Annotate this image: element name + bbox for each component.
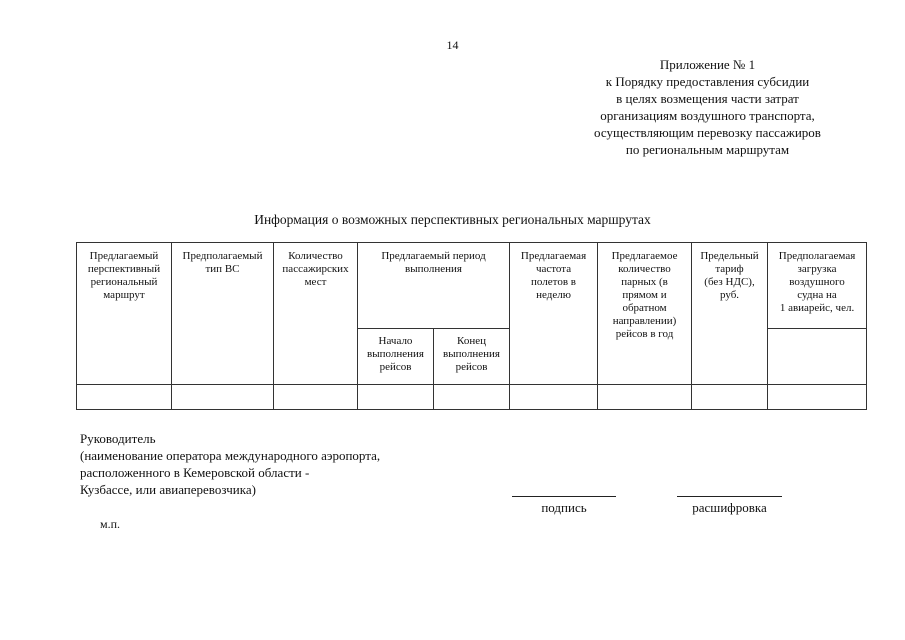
appendix-header (545, 56, 870, 158)
page-number: 14 (446, 38, 459, 52)
table-row (77, 385, 867, 410)
appendix-line: по региональным маршрутам (625, 142, 790, 157)
header-frequency: Предлагаемая частота полетов в неделю (510, 243, 598, 385)
subheader-load-blank (768, 329, 867, 385)
header-period: Предлагаемый период выполнения (358, 243, 510, 329)
table-cell[interactable] (358, 385, 434, 410)
signer-block (80, 430, 380, 498)
decoding-line[interactable] (677, 496, 782, 497)
table-cell[interactable] (274, 385, 358, 410)
signer-line: (наименование оператора международного аэропорта, (80, 448, 381, 463)
signer-line: Руководитель (80, 431, 156, 446)
header-flight-count: Предлагаемое количество парных (в прямом и обратном направлении) рейсов в год (598, 243, 692, 385)
table-cell[interactable] (768, 385, 867, 410)
signature-label: подпись (541, 500, 587, 515)
appendix-line: осуществляющим перевозку пассажиров (594, 125, 821, 140)
appendix-line: в целях возмещения части затрат (616, 91, 799, 106)
signer-line: Кузбассе, или авиаперевозчика) (80, 482, 256, 497)
signer-line: расположенного в Кемеровской области - (80, 465, 310, 480)
header-seats: Количество пассажирских мест (274, 243, 358, 385)
table-cell[interactable] (510, 385, 598, 410)
header-load: Предполагаемая загрузка воздушного судна на 1 авиарейс, чел. (768, 243, 867, 329)
subheader-start: Начало выполнения рейсов (358, 329, 434, 385)
stamp-label: м.п. (100, 517, 121, 531)
header-tariff: Предельный тариф (без НДС), руб. (692, 243, 768, 385)
header-aircraft-type: Предполагаемый тип ВС (172, 243, 274, 385)
appendix-line: организациям воздушного транспорта, (600, 108, 815, 123)
signature-line[interactable] (512, 496, 616, 497)
appendix-line: к Порядку предоставления субсидии (605, 74, 810, 89)
table-cell[interactable] (172, 385, 274, 410)
header-route: Предлагаемый перспективный региональный маршрут (77, 243, 172, 385)
table-cell[interactable] (692, 385, 768, 410)
subheader-end: Конец выполнения рейсов (434, 329, 510, 385)
table-cell[interactable] (434, 385, 510, 410)
routes-table (76, 242, 867, 410)
decoding-label: расшифровка (692, 500, 767, 515)
table-cell[interactable] (598, 385, 692, 410)
document-title: Информация о возможных перспективных региональных маршрутах (254, 212, 651, 227)
table-cell[interactable] (77, 385, 172, 410)
appendix-line: Приложение № 1 (659, 57, 756, 72)
